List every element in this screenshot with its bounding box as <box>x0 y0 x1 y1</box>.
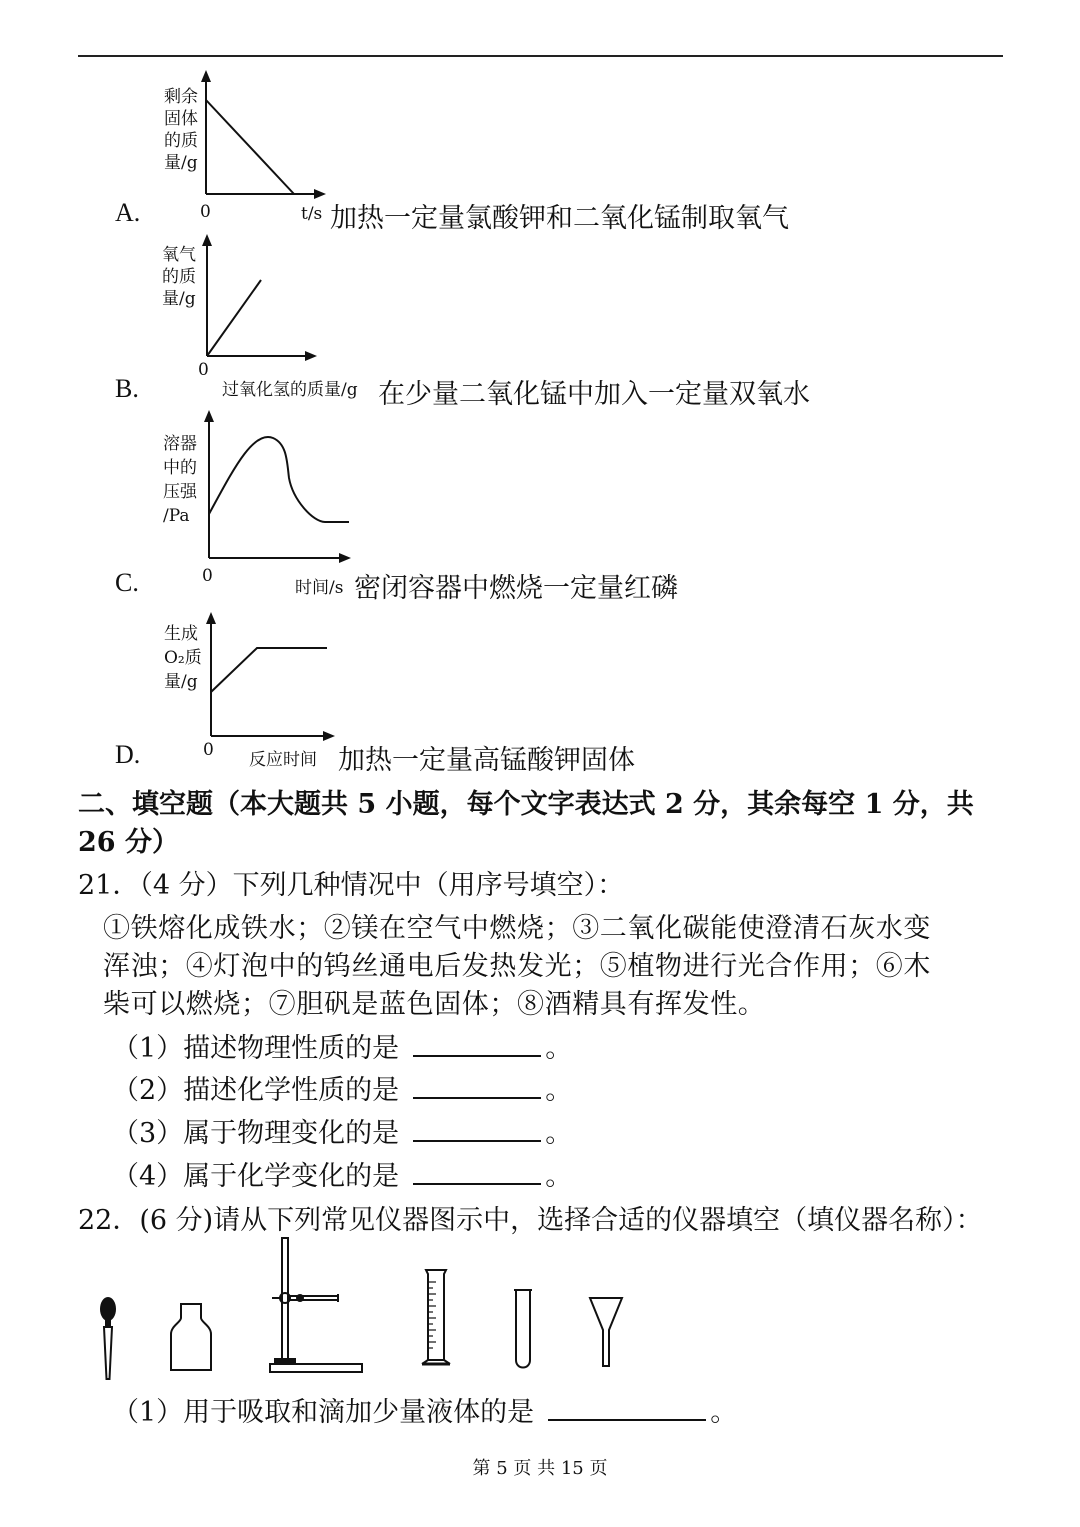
option-a-letter: A. <box>115 198 141 227</box>
option-b-ylabel: 氧气 的质 量/g <box>162 245 196 309</box>
option-a-graph <box>200 70 340 210</box>
option-c-graph <box>203 410 363 570</box>
option-d-xlabel: 反应时间 <box>249 750 317 770</box>
q21-options-line3: 柴可以燃烧；⑦胆矾是蓝色固体；⑧酒精具有挥发性。 <box>103 989 766 1020</box>
q21-sub1-end: 。 <box>545 1033 573 1064</box>
option-c-xlabel: 时间/s <box>295 578 344 598</box>
q22-stem: 22．(6 分)请从下列常见仪器图示中，选择合适的仪器填空（填仪器名称）： <box>78 1205 983 1236</box>
q21-sub4-end: 。 <box>545 1161 573 1192</box>
graduated-cylinder-icon <box>418 1268 458 1378</box>
q21-options-line1: ①铁熔化成铁水；②镁在空气中燃烧；③二氧化碳能使澄清石灰水变 <box>103 913 931 944</box>
q21-stem: 21．（4 分）下列几种情况中（用序号填空）： <box>78 870 625 901</box>
section-title-line2: 26 分） <box>78 827 179 858</box>
option-b-xlabel: 过氧化氢的质量/g <box>222 380 358 400</box>
q21-sub2 <box>112 1068 572 1107</box>
option-b-graph <box>201 234 341 364</box>
option-d-graph <box>205 612 365 742</box>
dropper-icon <box>96 1297 126 1387</box>
q21-sub2-label: （2）描述化学性质的是 <box>112 1075 400 1106</box>
option-a-xlabel: t/s <box>301 204 323 224</box>
q22-sub1 <box>112 1390 737 1429</box>
q21-sub4-blank[interactable] <box>413 1161 541 1185</box>
funnel-icon <box>588 1296 628 1376</box>
q22-sub1-blank[interactable] <box>548 1397 706 1421</box>
q21-sub2-blank[interactable] <box>413 1075 541 1099</box>
q21-sub4-label: （4）属于化学变化的是 <box>112 1161 400 1192</box>
q21-sub4 <box>112 1154 572 1193</box>
option-b-origin: 0 <box>198 360 209 380</box>
option-a-ylabel: 剩余 固体 的质 量/g <box>164 87 198 173</box>
option-d-letter: D. <box>115 740 141 769</box>
q21-sub3-label: （3）属于物理变化的是 <box>112 1118 400 1149</box>
option-c-ylabel: 溶器 中的 压强 /Pa <box>163 434 197 526</box>
option-c-caption: 密闭容器中燃烧一定量红磷 <box>354 573 678 604</box>
option-a-caption: 加热一定量氯酸钾和二氧化锰制取氧气 <box>330 203 789 234</box>
option-c-letter: C. <box>115 568 139 597</box>
q22-sub1-end: 。 <box>710 1397 738 1428</box>
bottle-icon <box>167 1300 217 1380</box>
option-d-caption: 加热一定量高锰酸钾固体 <box>338 745 635 776</box>
q21-sub2-end: 。 <box>545 1075 573 1106</box>
q21-sub3 <box>112 1111 572 1150</box>
q21-options-line2: 浑浊；④灯泡中的钨丝通电后发热发光；⑤植物进行光合作用；⑥木 <box>103 951 931 982</box>
page-footer: 第 5 页 共 15 页 <box>472 1458 608 1479</box>
q21-sub3-blank[interactable] <box>413 1118 541 1142</box>
q21-sub1 <box>112 1026 572 1065</box>
q21-sub1-label: （1）描述物理性质的是 <box>112 1033 400 1064</box>
q22-sub1-label: （1）用于吸取和滴加少量液体的是 <box>112 1397 535 1428</box>
iron-stand-icon <box>268 1236 368 1376</box>
section-title-line1: 二、填空题（本大题共 5 小题，每个文字表达式 2 分，其余每空 1 分，共 <box>78 789 974 820</box>
option-d-origin: 0 <box>203 740 214 760</box>
test-tube-icon <box>512 1288 536 1372</box>
option-d-ylabel: 生成 O₂质 量/g <box>164 624 202 692</box>
q21-sub1-blank[interactable] <box>413 1033 541 1057</box>
option-b-caption: 在少量二氧化锰中加入一定量双氧水 <box>378 379 810 410</box>
option-a-origin: 0 <box>200 202 211 222</box>
option-c-origin: 0 <box>202 566 213 586</box>
option-b-letter: B. <box>115 374 139 403</box>
header-rule <box>78 55 1003 57</box>
q21-sub3-end: 。 <box>545 1118 573 1149</box>
